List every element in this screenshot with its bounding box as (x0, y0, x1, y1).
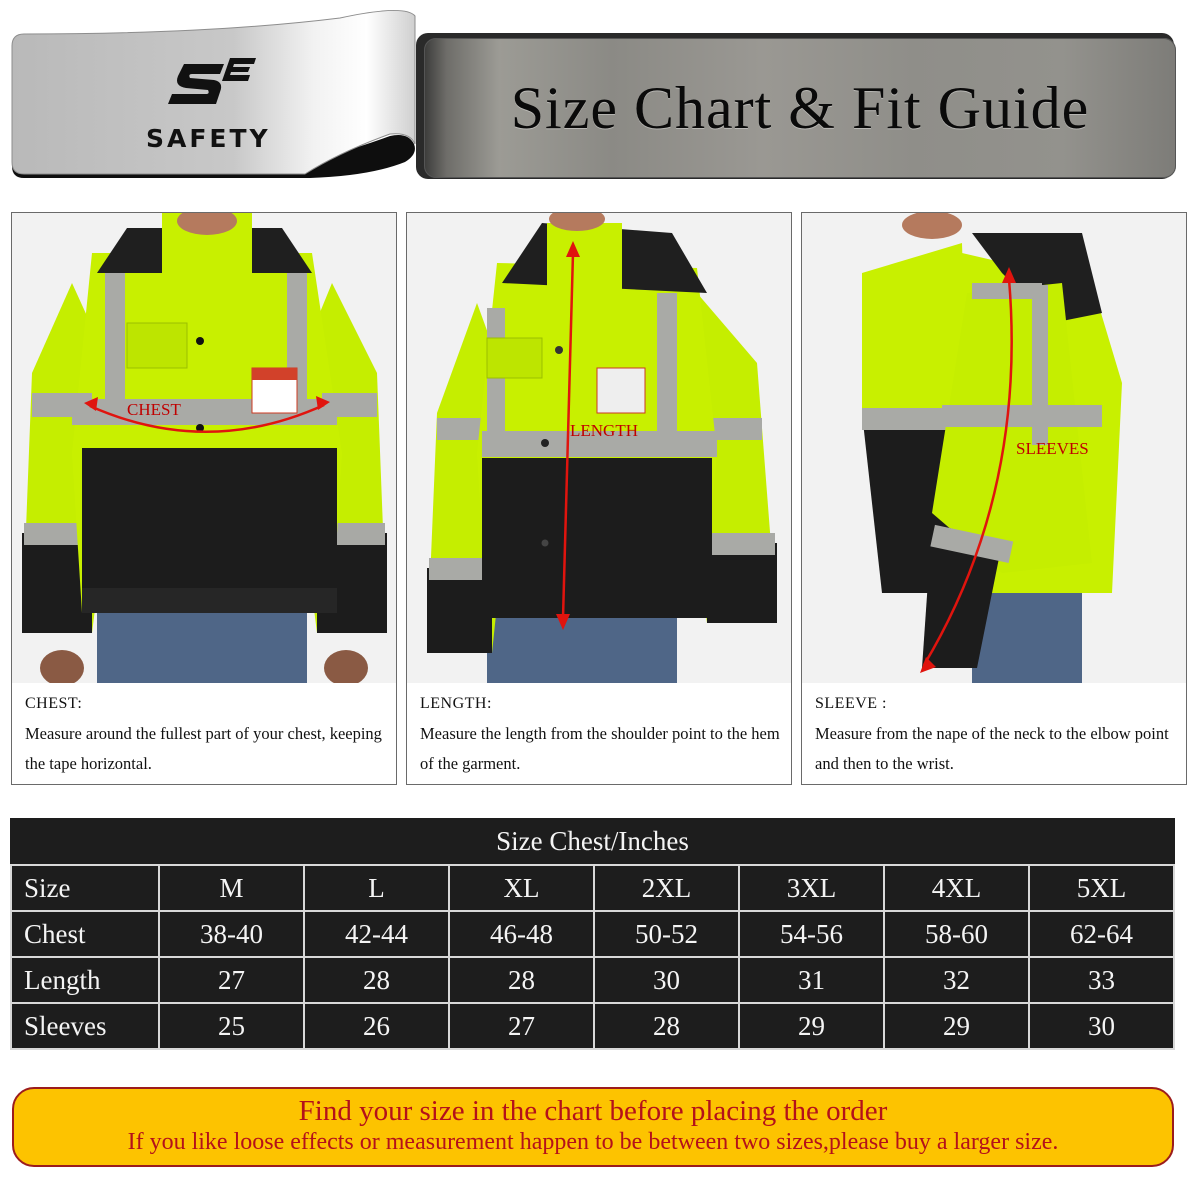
row-header: Chest (11, 911, 159, 957)
table-row-length (11, 957, 1174, 1003)
table-title: Size Chest/Inches (11, 818, 1174, 865)
table-cell: 26 (304, 1003, 449, 1049)
panel-length (406, 212, 792, 785)
table-cell: 29 (884, 1003, 1029, 1049)
panel-chest (11, 212, 397, 785)
table-cell: 28 (594, 1003, 739, 1049)
brand-name: SAFETY (146, 124, 271, 153)
length-measure-label: LENGTH (570, 421, 638, 440)
table-cell: 42-44 (304, 911, 449, 957)
table-cell: 46-48 (449, 911, 594, 957)
table-cell: 31 (739, 957, 884, 1003)
size-chart-table (10, 818, 1175, 1050)
sizing-note-advice: If you like loose effects or measurement happen to be between two sizes,please buy a larger size. (127, 1129, 1059, 1155)
chest-measure-label: CHEST (127, 400, 181, 419)
page-title: Size Chart & Fit Guide (510, 74, 1090, 141)
caption-title-chest: CHEST: (25, 695, 83, 712)
table-cell: 3XL (739, 865, 884, 911)
table-row-sleeves (11, 1003, 1174, 1049)
row-header: Sleeves (11, 1003, 159, 1049)
table-title-row (11, 818, 1174, 865)
table-cell: M (159, 865, 304, 911)
sizing-note-banner (12, 1087, 1174, 1167)
table-cell: L (304, 865, 449, 911)
row-header: Length (11, 957, 159, 1003)
table-cell: 62-64 (1029, 911, 1174, 957)
table-cell: 33 (1029, 957, 1174, 1003)
panel-sleeve (801, 212, 1187, 785)
table-cell: 28 (304, 957, 449, 1003)
table-cell: 27 (449, 1003, 594, 1049)
table-cell: 58-60 (884, 911, 1029, 957)
photo-chest-front-view (12, 213, 396, 683)
caption-body-length: Measure the length from the shoulder point to the hem of the garment. (420, 724, 780, 773)
brand-logo-icon (162, 56, 262, 112)
table-row-chest (11, 911, 1174, 957)
photo-sleeve-side-view (802, 213, 1186, 683)
table-cell: 54-56 (739, 911, 884, 957)
table-cell: 27 (159, 957, 304, 1003)
caption-title-sleeve: SLEEVE : (815, 695, 887, 712)
table-cell: 2XL (594, 865, 739, 911)
photo-length-angle-view (407, 213, 791, 683)
table-cell: 4XL (884, 865, 1029, 911)
table-cell: 38-40 (159, 911, 304, 957)
table-cell: 50-52 (594, 911, 739, 957)
table-cell: 30 (1029, 1003, 1174, 1049)
caption-body-chest: Measure around the fullest part of your chest, keeping the tape horizontal. (25, 724, 382, 773)
table-cell: 30 (594, 957, 739, 1003)
caption-title-length: LENGTH: (420, 695, 492, 712)
table-cell: 5XL (1029, 865, 1174, 911)
caption-body-sleeve: Measure from the nape of the neck to the elbow point and then to the wrist. (815, 724, 1169, 773)
table-cell: 28 (449, 957, 594, 1003)
table-cell: XL (449, 865, 594, 911)
sizing-note-headline: Find your size in the chart before placing the order (298, 1095, 888, 1127)
table-row-size (11, 865, 1174, 911)
table-cell: 32 (884, 957, 1029, 1003)
sleeve-measure-label: SLEEVES (1016, 439, 1089, 458)
row-header: Size (11, 865, 159, 911)
table-cell: 25 (159, 1003, 304, 1049)
table-cell: 29 (739, 1003, 884, 1049)
